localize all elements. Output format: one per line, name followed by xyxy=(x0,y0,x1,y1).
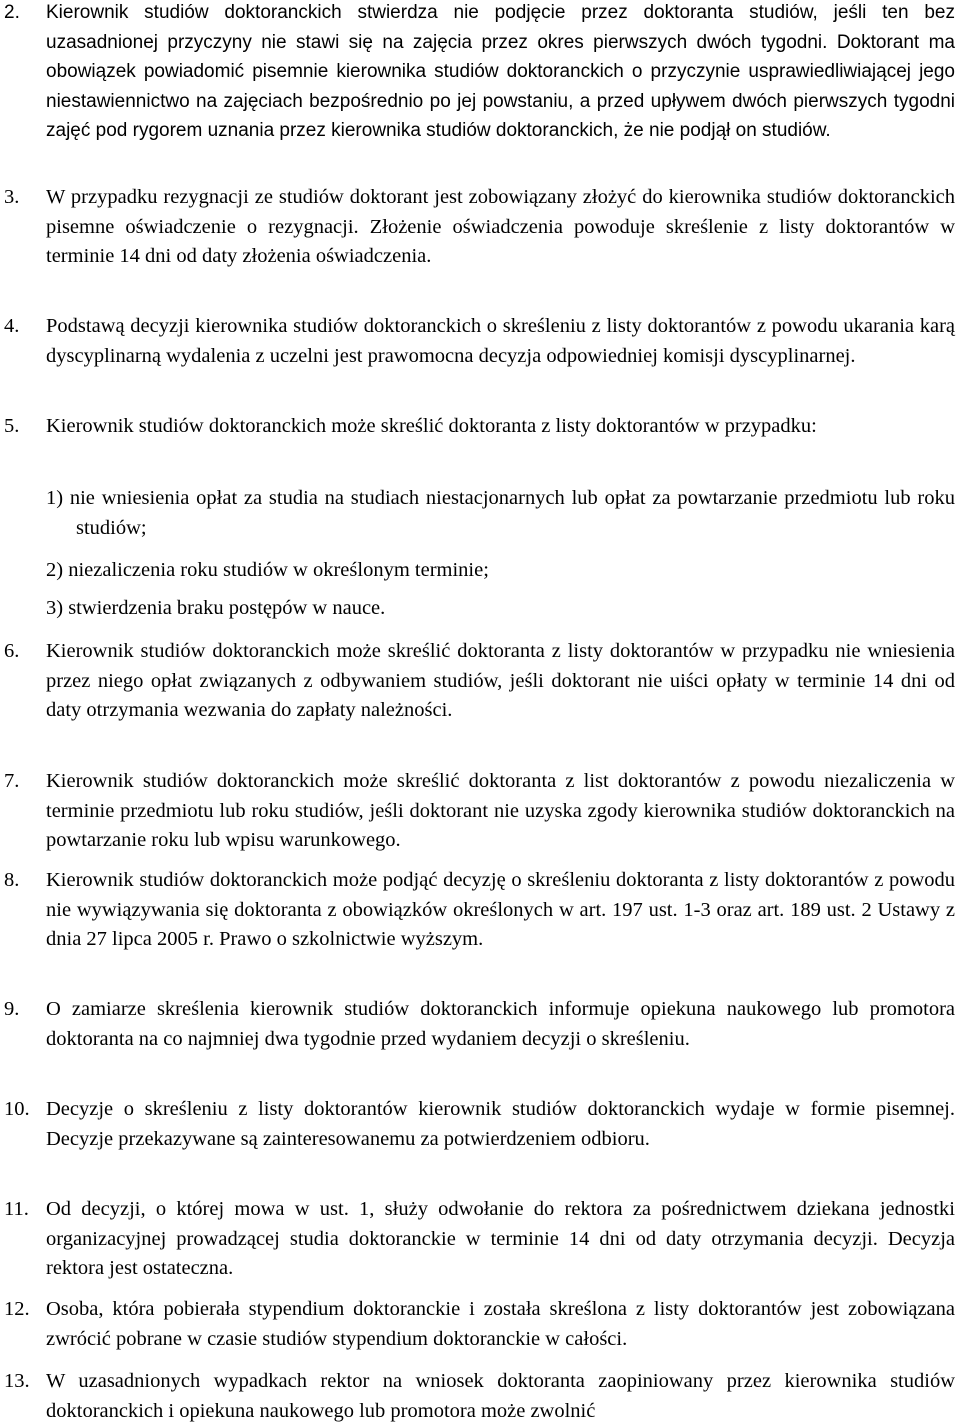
paragraph-text: Kierownik studiów doktoranckich może podjąć decyzję o skreśleniu doktoranta z listy doktorantów z powodu nie wywiązywania się doktoranta z obowiązków określonych w art. 197 ust. 1-3 oraz art. 189 ust. 2 Ustawy z dnia 27 lipca 2005 r. Prawo o szkolnictwie wyższym. xyxy=(46,869,955,950)
sub-item-text: 2) niezaliczenia roku studiów w określonym terminie; xyxy=(46,559,489,581)
paragraph-text: Kierownik studiów doktoranckich stwierdza nie podjęcie przez doktoranta studiów, jeśli ten bez uzasadnionej przyczyny nie stawi się na zajęcia przez okres pierwszych dwóch tygodni. Doktorant ma obowiązek powiadomić pisemnie kierownika studiów doktoranckich o przyczynie usprawiedliwiającej jego niestawiennictwo na zajęciach bezpośrednio po jej powstaniu, a przed upływem dwóch pierwszych tygodni zajęć pod rygorem uznania przez kierownika studiów doktoranckich, że nie podjął on studiów. xyxy=(46,2,955,141)
paragraph-text: Osoba, która pobierała stypendium doktoranckie i została skreślona z listy doktorantów jest zobowiązana zwrócić pobrane w czasie studiów stypendium doktoranckie w całości. xyxy=(46,1298,955,1350)
paragraph-8 xyxy=(0,866,955,955)
sub-item-text: 3) stwierdzenia braku postępów w nauce. xyxy=(46,597,386,619)
paragraph-3 xyxy=(0,183,955,272)
paragraph-number: 8. xyxy=(4,869,20,891)
paragraph-text: W uzasadnionych wypadkach rektor na wniosek doktoranta zaopiniowany przez kierownika studiów doktoranckich i opiekuna naukowego lub promotora może zwolnić xyxy=(46,1370,955,1422)
paragraph-number: 12. xyxy=(4,1298,30,1320)
paragraph-9 xyxy=(0,995,955,1054)
paragraph-text: O zamiarze skreślenia kierownik studiów doktoranckich informuje opiekuna naukowego lub promotora doktoranta na co najmniej dwa tygodnie przed wydaniem decyzji o skreśleniu. xyxy=(46,998,955,1050)
paragraph-number: 6. xyxy=(4,640,20,662)
paragraph-number: 10. xyxy=(4,1098,30,1120)
paragraph-number: 2. xyxy=(4,2,20,23)
paragraph-text: Od decyzji, o której mowa w ust. 1, służy odwołanie do rektora za pośrednictwem dziekana jednostki organizacyjnej prowadzącej studia doktoranckie w terminie 14 dni od daty otrzymania decyzji. Decyzja rektora jest ostateczna. xyxy=(46,1198,955,1279)
paragraph-5 xyxy=(0,412,955,442)
paragraph-13 xyxy=(0,1367,955,1426)
paragraph-4 xyxy=(0,312,955,371)
paragraph-6 xyxy=(0,637,955,726)
paragraph-10 xyxy=(0,1095,955,1154)
paragraph-7 xyxy=(0,767,955,856)
paragraph-number: 4. xyxy=(4,315,20,337)
sub-item-text: 1) nie wniesienia opłat za studia na studiach niestacjonarnych lub opłat za powtarzanie przedmiotu lub roku studiów; xyxy=(46,487,955,539)
paragraph-number: 7. xyxy=(4,770,20,792)
paragraph-number: 11. xyxy=(4,1198,29,1220)
paragraph-number: 3. xyxy=(4,186,20,208)
paragraph-number: 5. xyxy=(4,415,20,437)
paragraph-text: Kierownik studiów doktoranckich może skreślić doktoranta z list doktorantów z powodu niezaliczenia w terminie przedmiotu lub roku studiów, jeśli doktorant nie uzyska zgody kierownika studiów doktoranckich na powtarzanie roku lub wpisu warunkowego. xyxy=(46,770,955,851)
paragraph-number: 13. xyxy=(4,1370,30,1392)
paragraph-text: Kierownik studiów doktoranckich może skreślić doktoranta z listy doktorantów w przypadku nie wniesienia przez niego opłat związanych z odbywaniem studiów, jeśli doktorant nie uiści opłaty w terminie 14 dni od daty otrzymania wezwania do zapłaty należności. xyxy=(46,640,955,721)
paragraph-11 xyxy=(0,1195,955,1284)
paragraph-number: 9. xyxy=(4,998,20,1020)
list-item-5-2 xyxy=(0,556,955,586)
list-item-5-3 xyxy=(0,594,955,624)
paragraph-12 xyxy=(0,1295,955,1354)
list-item-5-1 xyxy=(0,484,955,543)
paragraph-text: Kierownik studiów doktoranckich może skreślić doktoranta z listy doktorantów w przypadku: xyxy=(46,415,817,437)
paragraph-text: W przypadku rezygnacji ze studiów doktorant jest zobowiązany złożyć do kierownika studiów doktoranckich pisemne oświadczenie o rezygnacji. Złożenie oświadczenia powoduje skreślenie z listy doktorantów w terminie 14 dni od daty złożenia oświadczenia. xyxy=(46,186,955,267)
paragraph-2 xyxy=(0,0,955,146)
paragraph-text: Podstawą decyzji kierownika studiów doktoranckich o skreśleniu z listy doktorantów z powodu ukarania karą dyscyplinarną wydalenia z uczelni jest prawomocna decyzja odpowiedniej komisji dyscyplinarnej. xyxy=(46,315,955,367)
paragraph-text: Decyzje o skreśleniu z listy doktorantów kierownik studiów doktoranckich wydaje w formie pisemnej. Decyzje przekazywane są zainteresowanemu za potwierdzeniem odbioru. xyxy=(46,1098,955,1150)
